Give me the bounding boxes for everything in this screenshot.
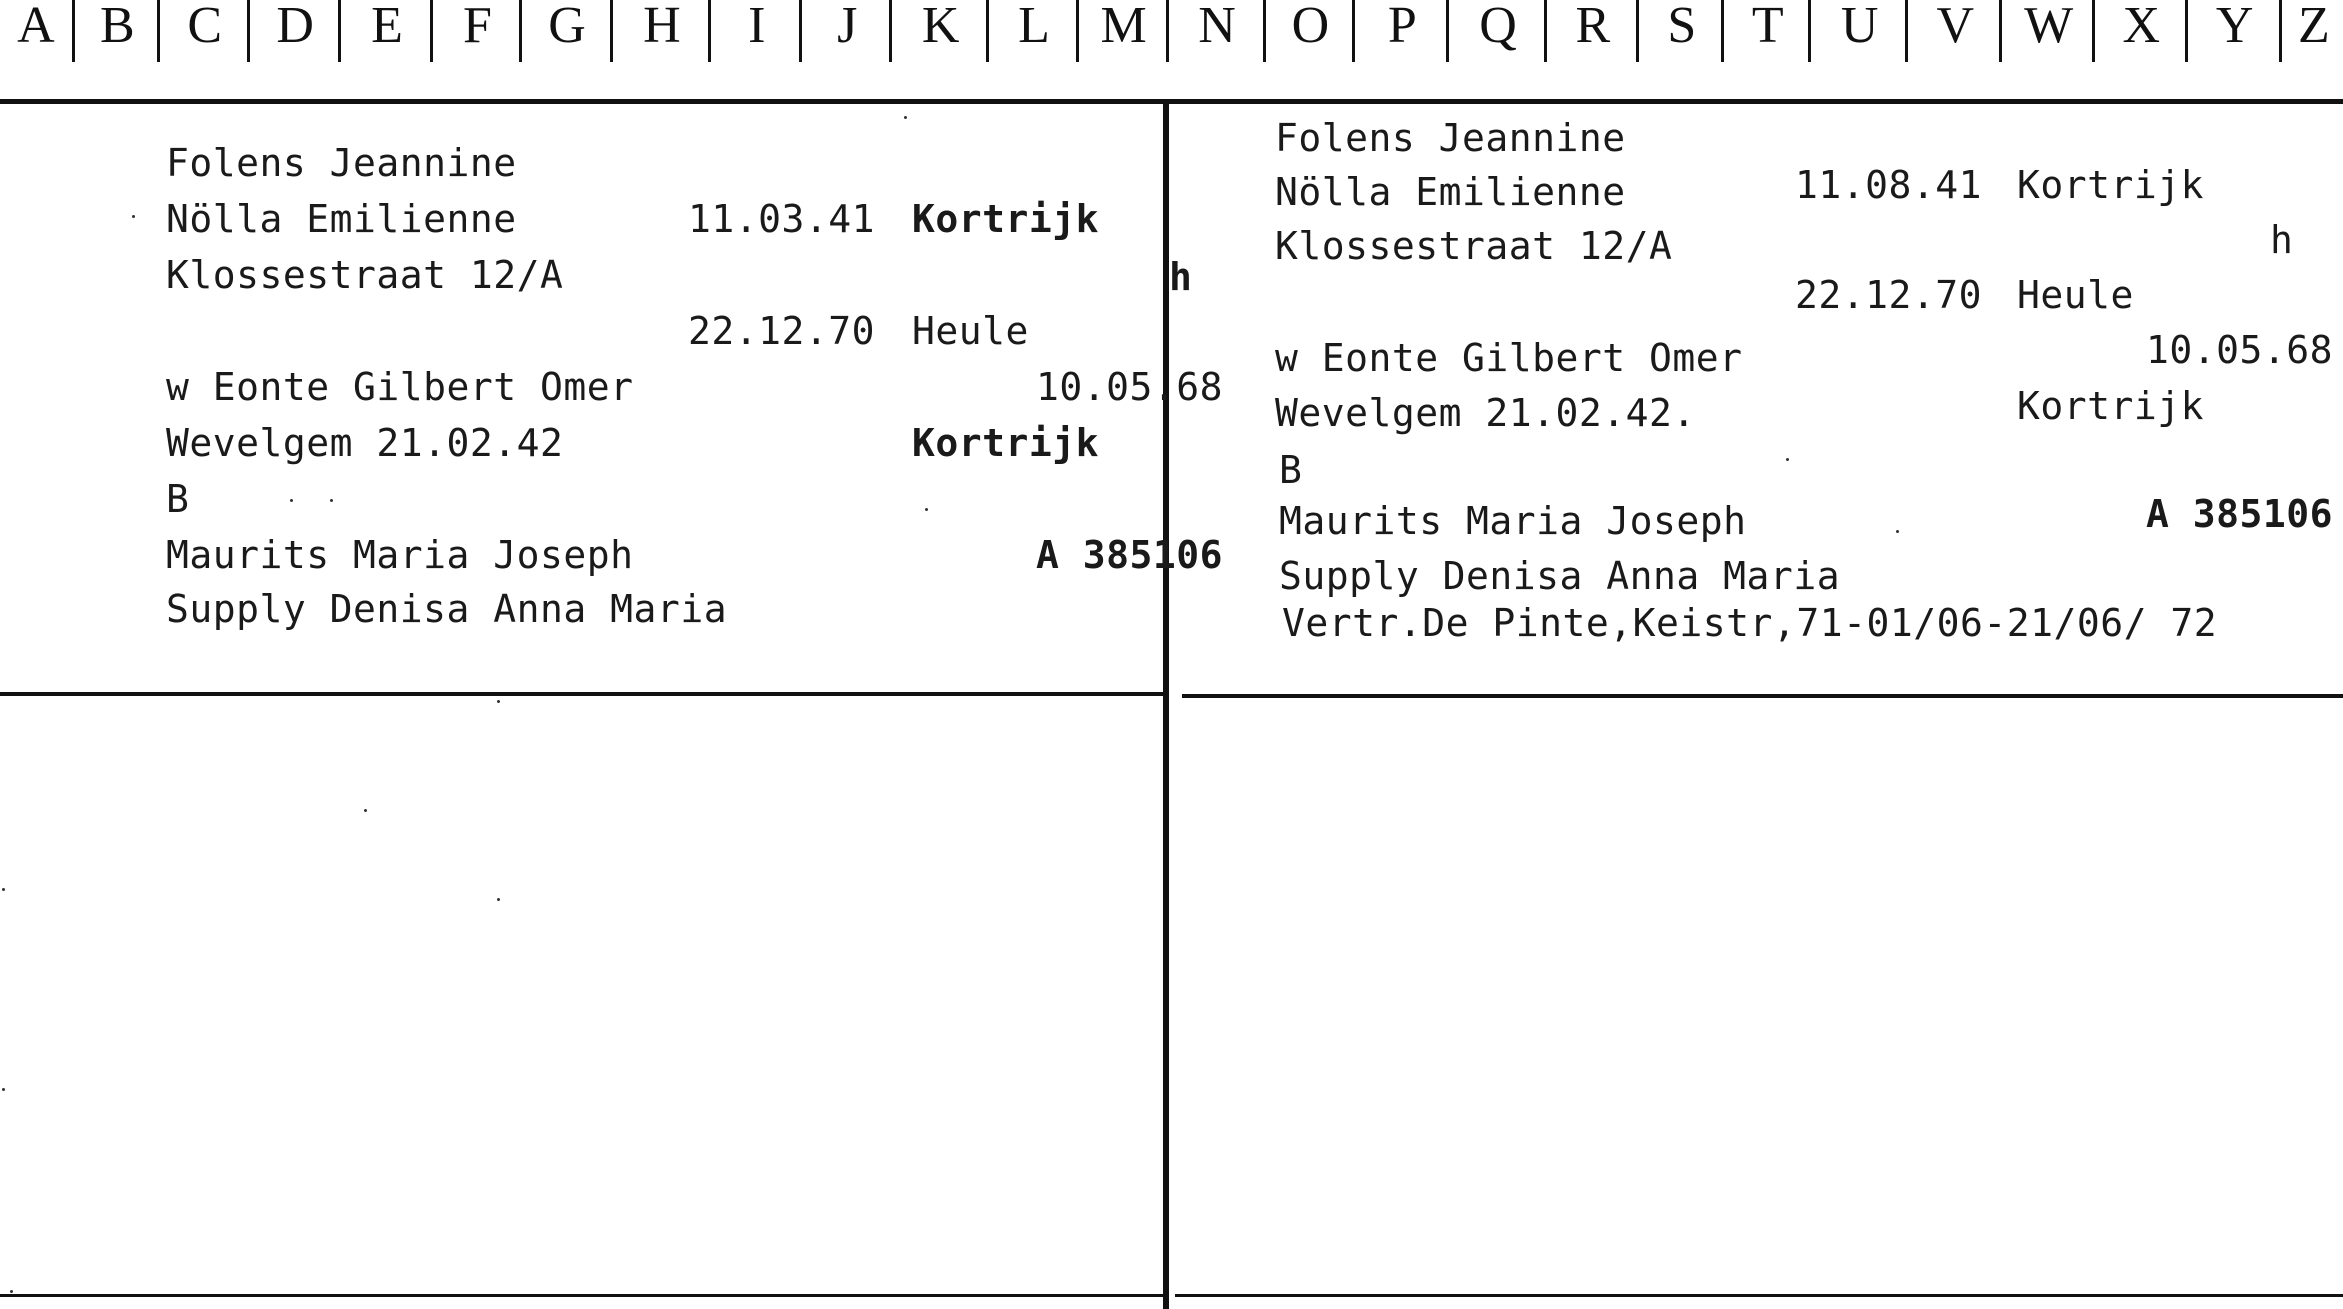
- right-address: Klossestraat 12/A: [1275, 224, 1673, 268]
- index-letter-t: T: [1721, 0, 1811, 62]
- index-letter-n: N: [1166, 0, 1266, 62]
- top-rule: [0, 99, 2343, 104]
- index-letter-g: G: [519, 0, 613, 62]
- alphabet-index-strip: [0, 0, 2343, 96]
- index-letter-x: X: [2092, 0, 2188, 62]
- scan-speck: [132, 215, 135, 218]
- scan-speck: [364, 809, 367, 812]
- scan-speck: [2, 888, 5, 891]
- left-card-bottom-rule: [0, 692, 1165, 696]
- index-letter-u: U: [1808, 0, 1908, 62]
- bottom-rule-right: [1175, 1294, 2343, 1297]
- index-letter-o: O: [1263, 0, 1356, 62]
- scan-speck: [925, 508, 928, 511]
- left-event-date: 22.12.70: [688, 309, 876, 353]
- left-spouse-birth: Wevelgem 21.02.42: [166, 421, 564, 465]
- scan-speck: [330, 499, 333, 502]
- index-letter-r: R: [1544, 0, 1640, 62]
- right-child-name-2: Supply Denisa Anna Maria: [1279, 554, 1841, 598]
- left-name-line: Folens Jeannine: [166, 141, 517, 185]
- scan-speck: [290, 499, 293, 502]
- left-child-name: Maurits Maria Joseph: [166, 533, 634, 577]
- index-letter-c: C: [157, 0, 250, 62]
- right-card-bottom-rule: [1182, 694, 2343, 698]
- left-margin-mark: h: [1169, 255, 1193, 299]
- left-spouse-place: Kortrijk: [912, 421, 1100, 465]
- index-letter-l: L: [986, 0, 1079, 62]
- index-letter-s: S: [1636, 0, 1724, 62]
- right-move-note: Vertr.De Pinte,Keistr,71-01/06-21/06/ 72: [1282, 601, 2218, 645]
- right-spouse-line: w Eonte Gilbert Omer: [1275, 336, 1743, 380]
- left-birth-date: 11.03.41: [688, 197, 876, 241]
- index-letter-i: I: [708, 0, 802, 62]
- left-code: B: [166, 477, 190, 521]
- left-spouse-date: 10.05.68: [1036, 365, 1224, 409]
- right-margin-mark: h: [2270, 218, 2294, 262]
- index-letter-f: F: [430, 0, 521, 62]
- index-letter-j: J: [799, 0, 892, 62]
- right-spouse-birth: Wevelgem 21.02.42.: [1275, 391, 1696, 435]
- index-letter-e: E: [338, 0, 434, 62]
- left-birth-place: Kortrijk: [912, 197, 1100, 241]
- scan-speck: [904, 116, 907, 119]
- right-child-name: Maurits Maria Joseph: [1279, 499, 1747, 543]
- index-letter-m: M: [1076, 0, 1169, 62]
- right-name-line: Folens Jeannine: [1275, 116, 1626, 160]
- scan-speck: [1786, 458, 1789, 461]
- scan-speck: [10, 1290, 13, 1293]
- right-birth-place: Kortrijk: [2017, 163, 2205, 207]
- right-code: B: [1279, 448, 1303, 492]
- index-letter-z: Z: [2279, 0, 2343, 62]
- scan-speck: [497, 700, 500, 703]
- right-spouse-date: 10.05.68: [2146, 328, 2334, 372]
- right-parent-line: Nölla Emilienne: [1275, 170, 1626, 214]
- index-letter-h: H: [610, 0, 712, 62]
- left-spouse-line: w Eonte Gilbert Omer: [166, 365, 634, 409]
- right-birth-date: 11.08.41: [1795, 163, 1983, 207]
- bottom-rule-left: [0, 1294, 1165, 1297]
- left-event-place: Heule: [912, 309, 1029, 353]
- index-letter-a: A: [17, 0, 55, 54]
- left-parent-line: Nölla Emilienne: [166, 197, 517, 241]
- scan-speck: [1896, 530, 1899, 533]
- scan-speck: [2, 1088, 5, 1091]
- right-event-date: 22.12.70: [1795, 273, 1983, 317]
- index-letter-q: Q: [1446, 0, 1546, 62]
- right-spouse-place: Kortrijk: [2017, 384, 2205, 428]
- index-letter-k: K: [889, 0, 989, 62]
- right-event-place: Heule: [2017, 273, 2134, 317]
- index-letter-b: B: [72, 0, 160, 62]
- index-letter-d: D: [247, 0, 341, 62]
- right-reference: A 385106: [2146, 492, 2334, 536]
- left-child-name-2: Supply Denisa Anna Maria: [166, 587, 728, 631]
- index-letter-v: V: [1905, 0, 2002, 62]
- scan-speck: [497, 898, 500, 901]
- left-reference: A 385106: [1036, 533, 1224, 577]
- index-letter-p: P: [1352, 0, 1449, 62]
- index-letter-y: Y: [2185, 0, 2282, 62]
- left-address: Klossestraat 12/A: [166, 253, 564, 297]
- index-letter-w: W: [1999, 0, 2095, 62]
